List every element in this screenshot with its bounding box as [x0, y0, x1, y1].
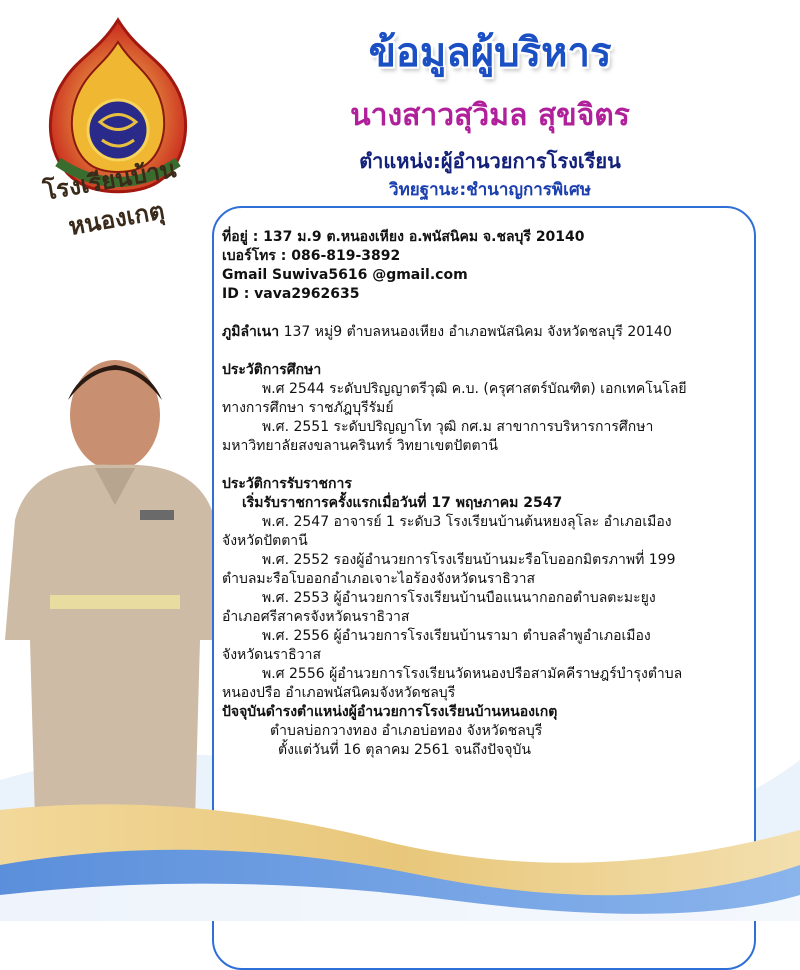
id-line: ID : vava2962635	[222, 286, 360, 302]
school-name-logo-text: โรงเรียนบ้านหนองเกตุ	[41, 154, 179, 241]
list-item: จังหวัดปัตตานี	[222, 533, 308, 549]
list-item: พ.ศ. 2547 อาจารย์ 1 ระดับ3 โรงเรียนบ้านต้นหยงลุโละ อำเภอเมือง	[262, 514, 672, 530]
phone-line: เบอร์โทร : 086-819-3892	[222, 248, 401, 264]
hometown-line	[222, 323, 762, 342]
executive-name: นางสาวสุวิมล สุขจิตร	[350, 98, 630, 133]
list-item: อำเภอศรีสาครจังหวัดนราธิวาส	[222, 609, 410, 625]
list-item: ทางการศึกษา ราชภัฎบุรีรัมย์	[222, 400, 394, 416]
list-item: พ.ศ. 2556 ผู้อำนวยการโรงเรียนบ้านรามา ตำบลลำพูอำเภอเมือง	[262, 628, 651, 644]
page-title: ข้อมูลผู้บริหาร	[368, 30, 612, 76]
list-item: จังหวัดนราธิวาส	[222, 647, 321, 663]
list-item: พ.ศ 2556 ผู้อำนวยการโรงเรียนวัดหนองปรือสามัคคีราษฎร์บำรุงตำบล	[262, 666, 683, 682]
list-item: พ.ศ. 2551 ระดับปริญญาโท วุฒิ กศ.ม สาขาการบริหารการศึกษา	[262, 419, 654, 435]
executive-photo	[0, 340, 230, 820]
list-item: มหาวิทยาลัยสงขลานครินทร์ วิทยาเขตปัตตานี	[222, 438, 498, 454]
list-item: พ.ศ 2544 ระดับปริญญาตรีวุฒิ ค.บ. (ครุศาสตร์บัณฑิต) เอกเทคโนโลยี	[262, 381, 687, 397]
hometown-value: 137 หมู่9 ตำบลหนองเหียง อำเภอพนัสนิคม จังหวัดชลบุรี 20140	[283, 324, 672, 340]
service-heading: ประวัติการรับราชการ	[222, 476, 352, 492]
executive-position: ตำแหน่ง:ผู้อำนวยการโรงเรียน	[359, 149, 621, 173]
gmail-line: Gmail Suwiva5616 @gmail.com	[222, 267, 468, 283]
list-item: ตำบลมะรือโบออกอำเภอเจาะไอร้องจังหวัดนราธิวาส	[222, 571, 536, 587]
list-item: ตำบลบ่อกวางทอง อำเภอบ่อทอง จังหวัดชลบุรี	[270, 723, 543, 739]
list-item: พ.ศ. 2552 รองผู้อำนวยการโรงเรียนบ้านมะรือโบออกมิตรภาพที่ 199	[262, 552, 676, 568]
list-item: หนองปรือ อำเภอพนัสนิคมจังหวัดชลบุรี	[222, 685, 456, 701]
bottom-wave-decoration	[0, 770, 800, 921]
profile-content	[222, 228, 762, 760]
list-item: พ.ศ. 2553 ผู้อำนวยการโรงเรียนบ้านบือแนนากอกอตำบลตะมะยูง	[262, 590, 656, 606]
academic-standing: วิทยฐานะ:ชำนาญการพิเศษ	[389, 180, 591, 200]
service-list	[222, 513, 762, 703]
list-item: ตั้งแต่วันที่ 16 ตุลาคม 2561 จนถึงปัจจุบัน	[278, 742, 531, 758]
current-position-heading: ปัจจุบันดำรงตำแหน่งผู้อำนวยการโรงเรียนบ้านหนองเกตุ	[222, 704, 558, 720]
address-line: ที่อยู่ : 137 ม.9 ต.หนองเหียง อ.พนัสนิคม จ.ชลบุรี 20140	[222, 229, 585, 245]
service-first-entry: เริ่มรับราชการครั้งแรกเมื่อวันที่ 17 พฤษภาคม 2547	[242, 495, 563, 511]
current-position-list	[222, 722, 762, 760]
hometown-label: ภูมิลำเนา	[222, 324, 280, 340]
education-list	[222, 380, 762, 456]
education-heading: ประวัติการศึกษา	[222, 362, 322, 378]
